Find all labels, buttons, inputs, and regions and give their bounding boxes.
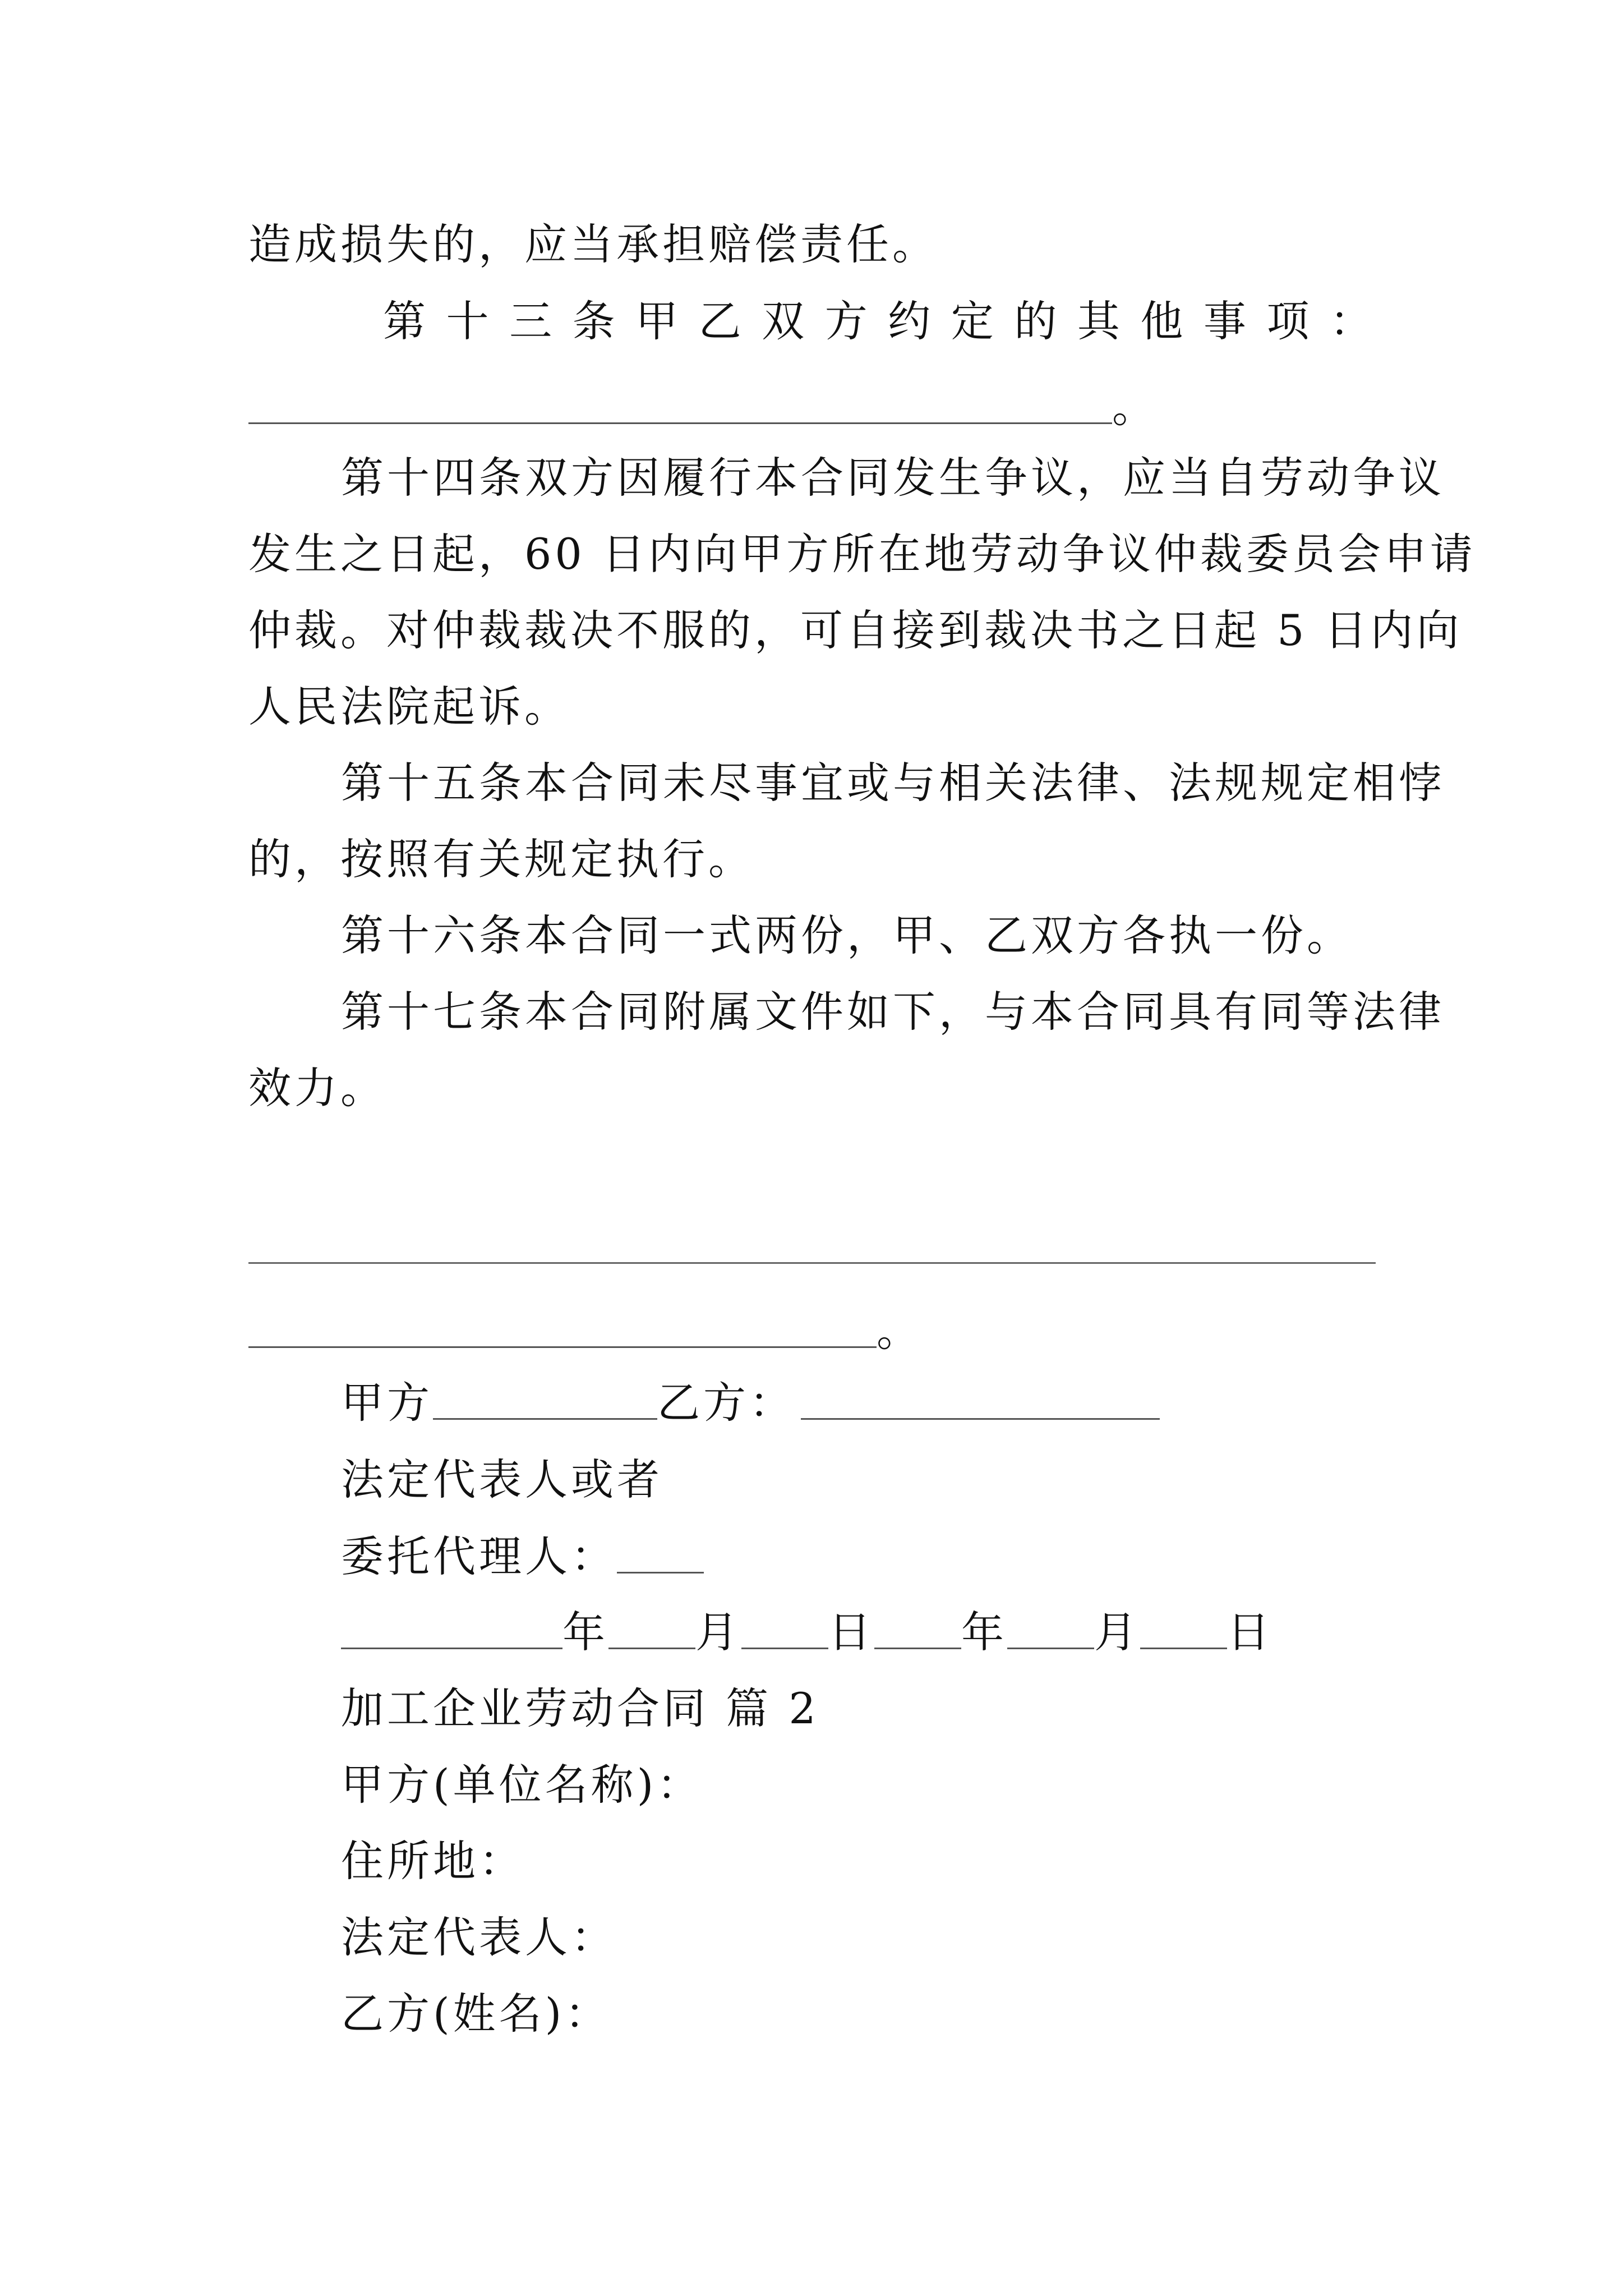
month-blank[interactable] (608, 1648, 695, 1649)
signature-parties-line (341, 1378, 1160, 1428)
heading-char: 三 (509, 296, 556, 346)
period-mark: 。 (1112, 382, 1158, 432)
text-line: 仲裁。对仲裁裁决不服的，可自接到裁决书之日起 5 日内向 (248, 605, 1463, 655)
heading-char: 乙 (698, 296, 745, 346)
text-line: 人民法院起诉。 (248, 682, 570, 731)
party-b-label: 乙方： (657, 1378, 795, 1428)
text-line: 第十七条本合同附属文件如下，与本合同具有同等法律 (341, 987, 1445, 1037)
agent-blank[interactable] (617, 1572, 704, 1573)
attachment-blank-line-2 (248, 1306, 923, 1356)
party-a-label: 甲方 (341, 1378, 433, 1428)
text-line: 的，按照有关规定执行。 (248, 834, 754, 884)
heading-char: 双 (762, 296, 808, 346)
heading-char: 方 (824, 296, 871, 346)
text-line: 第十五条本合同未尽事宜或与相关法律、法规规定相悖 (341, 758, 1445, 808)
fill-in-blank[interactable] (248, 1346, 877, 1348)
text-line: 发生之日起，60 日内向甲方所在地劳动争议仲裁委员会申请 (248, 529, 1476, 579)
year-blank[interactable] (341, 1648, 562, 1649)
text-line: 法定代表人或者 (341, 1455, 663, 1504)
heading-char: 他 (1140, 296, 1187, 346)
year-blank[interactable] (874, 1648, 961, 1649)
article-13-blank-line (248, 382, 1158, 432)
date-line (341, 1607, 1273, 1657)
day-label: 日 (1227, 1607, 1273, 1657)
heading-char: 项 (1266, 296, 1313, 346)
article-13-heading (248, 296, 1376, 346)
day-blank[interactable] (741, 1648, 828, 1649)
text-line: 乙方(姓名)： (341, 1989, 611, 2039)
day-label: 日 (828, 1607, 874, 1657)
text-line: 甲方(单位名称)： (341, 1760, 703, 1810)
text-line: 住所地： (341, 1836, 525, 1886)
agent-label: 委托代理人： (341, 1531, 617, 1581)
year-label: 年 (562, 1607, 608, 1657)
heading-char: 事 (1203, 296, 1249, 346)
fill-in-blank[interactable] (248, 422, 1112, 424)
heading-char: ： (1329, 296, 1376, 346)
year-label: 年 (961, 1607, 1007, 1657)
attachment-blank-line[interactable] (248, 1262, 1376, 1264)
heading-char: 甲 (635, 296, 682, 346)
day-blank[interactable] (1140, 1648, 1227, 1649)
section-title: 加工企业劳动合同 篇 2 (341, 1683, 819, 1733)
month-label: 月 (695, 1607, 741, 1657)
month-label: 月 (1094, 1607, 1140, 1657)
text-line: 效力。 (248, 1063, 386, 1113)
month-blank[interactable] (1007, 1648, 1094, 1649)
heading-char: 定 (951, 296, 997, 346)
heading-char: 第 (383, 296, 429, 346)
heading-char: 条 (572, 296, 619, 346)
text-line: 法定代表人： (341, 1912, 617, 1962)
party-a-blank[interactable] (433, 1418, 657, 1420)
heading-char: 十 (446, 296, 492, 346)
party-b-blank[interactable] (801, 1418, 1160, 1420)
period-mark: 。 (877, 1306, 923, 1356)
agent-line (341, 1531, 704, 1581)
heading-char: 的 (1014, 296, 1061, 346)
text-line: 第十四条双方因履行本合同发生争议，应当自劳动争议 (341, 453, 1445, 503)
heading-char: 约 (888, 296, 934, 346)
text-line: 第十六条本合同一式两份，甲、乙双方各执一份。 (341, 910, 1353, 960)
heading-char: 其 (1077, 296, 1123, 346)
text-line: 造成损失的，应当承担赔偿责任。 (248, 219, 938, 269)
